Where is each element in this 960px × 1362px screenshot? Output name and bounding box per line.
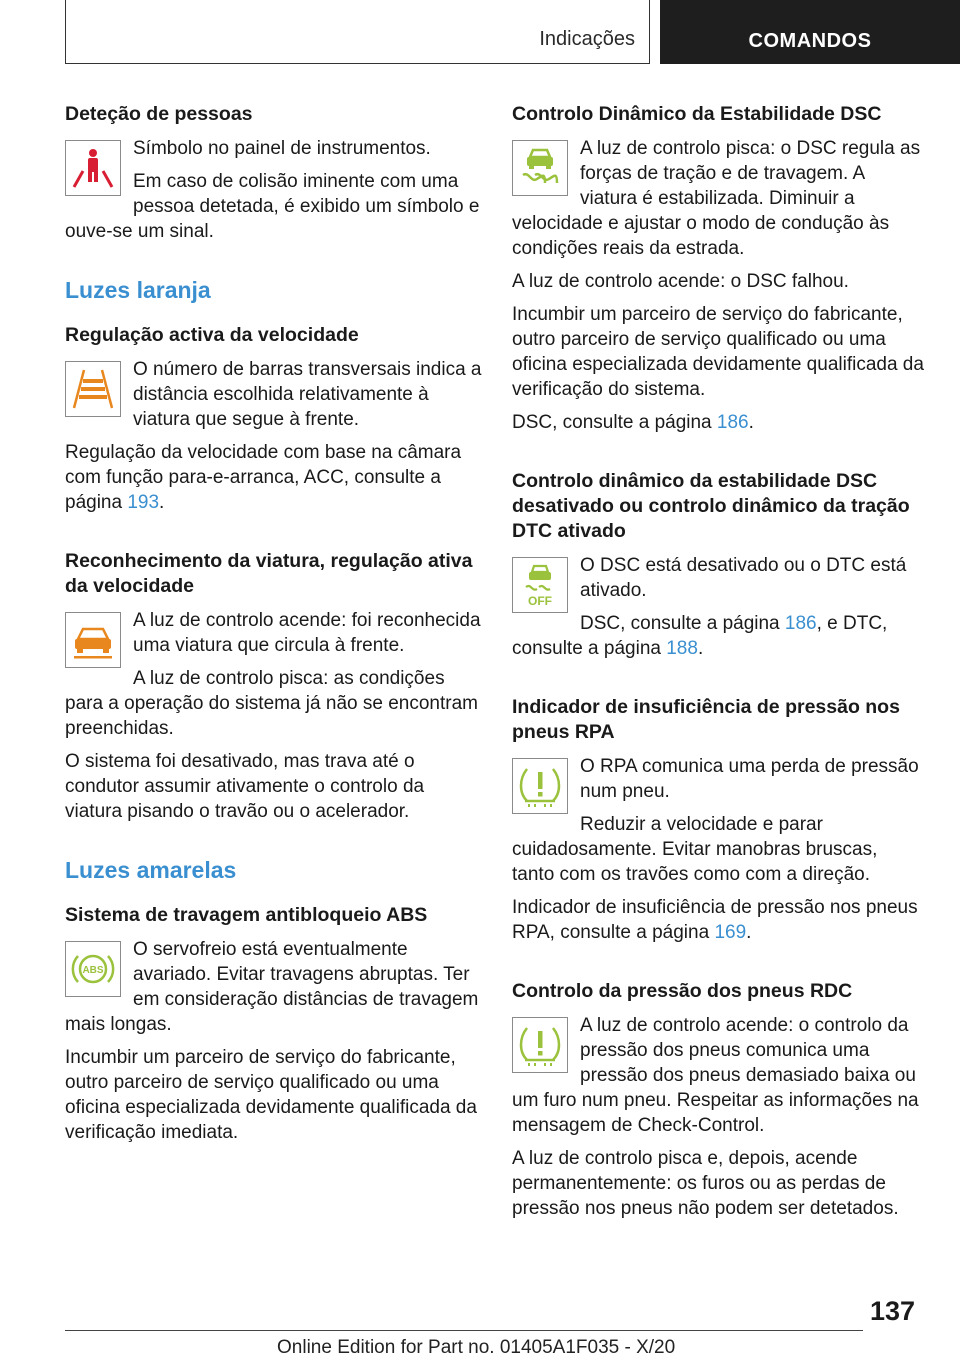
header-section-box: [65, 0, 650, 64]
rpa-page-link[interactable]: 169: [714, 922, 747, 943]
dsc-text-2: A luz de controlo acende: o DSC falhou.: [512, 271, 849, 292]
dsc-off-text-2-b: , e DTC, consulte a página: [512, 613, 888, 659]
left-column: [65, 102, 483, 1153]
abs-heading: Sistema de travagem antibloqueio ABS: [65, 904, 428, 926]
dsc-off-text-1: O DSC está desativado ou o DTC está ativado.: [580, 555, 907, 601]
dsc-off-page-link-2[interactable]: 188: [666, 638, 698, 659]
dsc-off-icon-label: OFF: [528, 594, 552, 608]
rpa-text-1: O RPA comunica uma perda de pressão num pneu.: [580, 756, 919, 802]
vehicle-ahead-icon: [65, 612, 121, 668]
rpa-text-3-pre: Indicador de insuficiência de pressão nos pneus RPA, consulte a página: [512, 897, 918, 943]
pedestrian-warning-icon: [65, 140, 121, 196]
dsc-icon: [512, 140, 568, 196]
acc-text-2-post: .: [159, 492, 165, 513]
dsc-text-4-pre: DSC, consulte a página: [512, 412, 717, 433]
abs-entry: [65, 937, 483, 1153]
dsc-text-3: Incumbir um parceiro de serviço do fabricante, outro parceiro de serviço qualificado ou uma oficina especializada devidamente qualificada da verificação do sistema.: [512, 304, 924, 400]
dsc-off-icon: [512, 557, 568, 613]
vehicle-detection-text-1: A luz de controlo acende: foi reconhecida uma viatura que circula à frente.: [133, 610, 481, 656]
rdc-entry: [512, 1013, 924, 1229]
header-chapter-title: COMANDOS: [660, 0, 960, 64]
pedestrian-entry: [65, 136, 483, 252]
dsc-text-4-post: .: [748, 412, 754, 433]
right-column: [512, 102, 924, 1229]
acc-page-link[interactable]: 193: [127, 492, 160, 513]
header-section-title: Indicações: [539, 28, 635, 50]
rdc-heading: Controlo da pressão dos pneus RDC: [512, 980, 853, 1002]
rdc-text-2: A luz de controlo pisca e, depois, acende permanentemente: os furos ou as perdas de pressão nos pneus não podem ser detetados.: [512, 1148, 899, 1219]
abs-icon: [65, 941, 121, 997]
acc-text-2-pre: Regulação da velocidade com base na câmara com função para-e-arranca, ACC, consulte a página: [65, 442, 462, 513]
dsc-off-text-2: [512, 611, 924, 661]
dsc-text-4: [512, 410, 924, 435]
vehicle-detection-entry: [65, 608, 483, 832]
dsc-off-text-2-c: .: [697, 638, 704, 659]
footer-edition: Online Edition for Part no. 01405A1F035 - X/20: [277, 1337, 676, 1358]
rpa-heading: Indicador de insuficiência de pressão nos pneus RPA: [512, 696, 900, 743]
acc-text-1: O número de barras transversais indica a distância escolhida relativamente à viatura que segue à frente.: [133, 359, 482, 430]
vehicle-detection-text-3: O sistema foi desativado, mas trava até o condutor assumir ativamente o controlo da viatura pisando o travão ou o acelerador.: [65, 751, 425, 822]
footer-divider: [65, 1330, 863, 1331]
vehicle-detection-text-2: A luz de controlo pisca: as condições para a operação do sistema já não se encontram preenchidas.: [65, 668, 478, 739]
tire-pressure-icon: [512, 758, 568, 814]
abs-icon-label: ABS: [82, 965, 104, 976]
dsc-heading: Controlo Dinâmico da Estabilidade DSC: [512, 103, 882, 125]
acc-text-2: [65, 440, 483, 515]
pedestrian-text-2: Em caso de colisão iminente com uma pessoa detetada, é exibido um símbolo e ouve-se um sinal.: [65, 171, 480, 242]
acc-entry: [65, 357, 483, 523]
pedestrian-heading: Deteção de pessoas: [65, 103, 253, 125]
dsc-text-1: A luz de controlo pisca: o DSC regula as forças de tração e de travagem. A viatura é estabilizada. Diminuir a velocidade e ajustar o modo de condução às condições reais da estrada.: [512, 138, 921, 259]
yellow-lights-heading: Luzes amarelas: [65, 857, 237, 883]
acc-heading: Regulação activa da velocidade: [65, 324, 359, 346]
vehicle-detection-heading: Reconhecimento da viatura, regulação ativa da velocidade: [65, 550, 473, 597]
dsc-off-text-2-a: DSC, consulte a página: [580, 613, 785, 634]
dsc-off-heading: Controlo dinâmico da estabilidade DSC desativado ou controlo dinâmico da tração DTC ativado: [512, 470, 910, 542]
rpa-text-3-post: .: [746, 922, 752, 943]
rdc-text-1: A luz de controlo acende: o controlo da pressão dos pneus comunica uma pressão dos pneus demasiado baixa ou um furo num pneu. Respeitar as informações na mensagem de Check-Control.: [512, 1015, 919, 1136]
rpa-text-3: [512, 895, 924, 945]
orange-lights-heading: Luzes laranja: [65, 277, 211, 303]
dsc-page-link[interactable]: 186: [716, 412, 749, 433]
dsc-entry: [512, 136, 924, 443]
page-number: 137: [870, 1296, 916, 1326]
pedestrian-text-1: Símbolo no painel de instrumentos.: [133, 138, 431, 159]
rpa-text-2: Reduzir a velocidade e parar cuidadosamente. Evitar manobras bruscas, tanto com os travões como com a direção.: [512, 814, 878, 885]
dsc-off-entry: [512, 553, 924, 669]
dsc-off-page-link-1[interactable]: 186: [784, 613, 817, 634]
page-header: [65, 0, 960, 64]
abs-text-2: Incumbir um parceiro de serviço do fabricante, outro parceiro de serviço qualificado ou uma oficina especializada devidamente qualificada da verificação imediata.: [65, 1047, 477, 1143]
distance-bars-icon: [65, 361, 121, 417]
tire-pressure-icon: [512, 1017, 568, 1073]
rpa-entry: [512, 754, 924, 953]
abs-text-1: O servofreio está eventualmente avariado. Evitar travagens abruptas. Ter em consideração distâncias de travagem mais longas.: [65, 939, 479, 1035]
